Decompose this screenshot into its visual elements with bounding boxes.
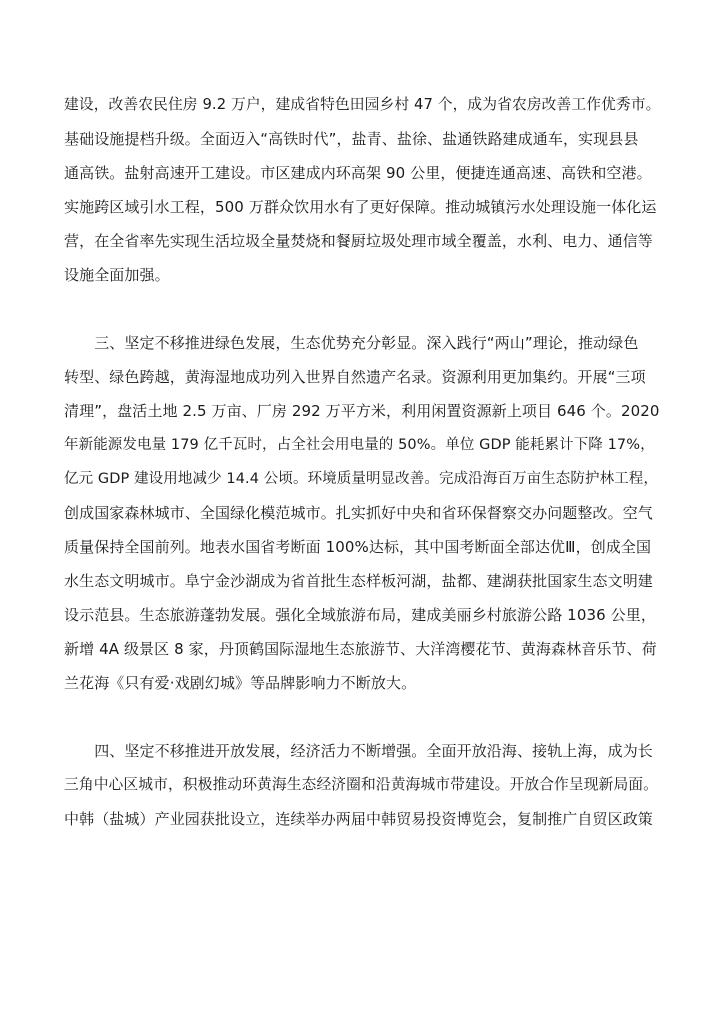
text-line: 水生态文明城市。阜宁金沙湖成为省首批生态样板河湖，盐都、建湖获批国家生态文明建 (64, 572, 653, 590)
text-line: 营，在全省率先实现生活垃圾全量焚烧和餐厨垃圾处理市域全覆盖，水利、电力、通信等 (64, 232, 653, 250)
text-line: 创成国家森林城市、全国绿化模范城市。扎实抓好中央和省环保督察交办问题整改。空气 (64, 504, 653, 522)
text-line: 实施跨区域引水工程，500 万群众饮用水有了更好保障。推动城镇污水处理设施一体化运 (64, 198, 657, 216)
text-line: 转型、绿色跨越，黄海湿地成功列入世界自然遗产名录。资源利用更加集约。开展“三项 (64, 368, 646, 386)
text-line: 通高铁。盐射高速开工建设。市区建成内环高架 90 公里，便捷连通高速、高铁和空港。 (64, 164, 652, 182)
text-line: 基础设施提档升级。全面迈入“高铁时代”，盐青、盐徐、盐通铁路建成通车，实现县县 (64, 130, 639, 148)
text-line: 质量保持全国前列。地表水国省考断面 100%达标，其中国考断面全部达优Ⅲ，创成全国 (64, 538, 652, 556)
paragraph-open-development (64, 734, 664, 836)
paragraph-gap (64, 292, 664, 326)
text-line: 新增 4A 级景区 8 家，丹顶鹤国际湿地生态旅游节、大洋湾樱花节、黄海森林音乐节、荷 (64, 640, 657, 658)
text-line: 年新能源发电量 179 亿千瓦时，占全社会用电量的 50%。单位 GDP 能耗累计下降 17%， (64, 437, 655, 453)
text-line: 设示范县。生态旅游蓬勃发展。强化全域旅游布局，建成美丽乡村旅游公路 1036 公里， (64, 606, 656, 624)
text-line: 设施全面加强。 (64, 266, 170, 284)
text-line: 三、坚定不移推进绿色发展，生态优势充分彰显。深入践行“两山”理论，推动绿色 (64, 334, 639, 352)
text-line: 亿元 GDP 建设用地减少 14.4 公顷。环境质量明显改善。完成沿海百万亩生态防护林工程， (64, 471, 658, 487)
paragraph-infrastructure (64, 88, 664, 292)
text-line: 三角中心区城市，积极推动环黄海生态经济圈和沿黄海城市带建设。开放合作呈现新局面。 (64, 776, 658, 793)
text-line: 四、坚定不移推进开放发展，经济活力不断增强。全面开放沿海、接轨上海，成为长 (64, 742, 653, 760)
paragraph-gap (64, 700, 664, 734)
text-line: 兰花海《只有爱·戏剧幻城》等品牌影响力不断放大。 (64, 674, 417, 692)
text-line: 中韩（盐城）产业园获批设立，连续举办两届中韩贸易投资博览会，复制推广自贸区政策 (64, 810, 653, 828)
document-body (64, 88, 664, 836)
paragraph-green-development (64, 326, 664, 700)
text-line: 建设，改善农民住房 9.2 万户，建成省特色田园乡村 47 个，成为省农房改善工作优秀市。 (64, 96, 661, 113)
text-line: 清理”，盘活土地 2.5 万亩、厂房 292 万平方米，利用闲置资源新上项目 646 个。2020 (64, 402, 660, 420)
